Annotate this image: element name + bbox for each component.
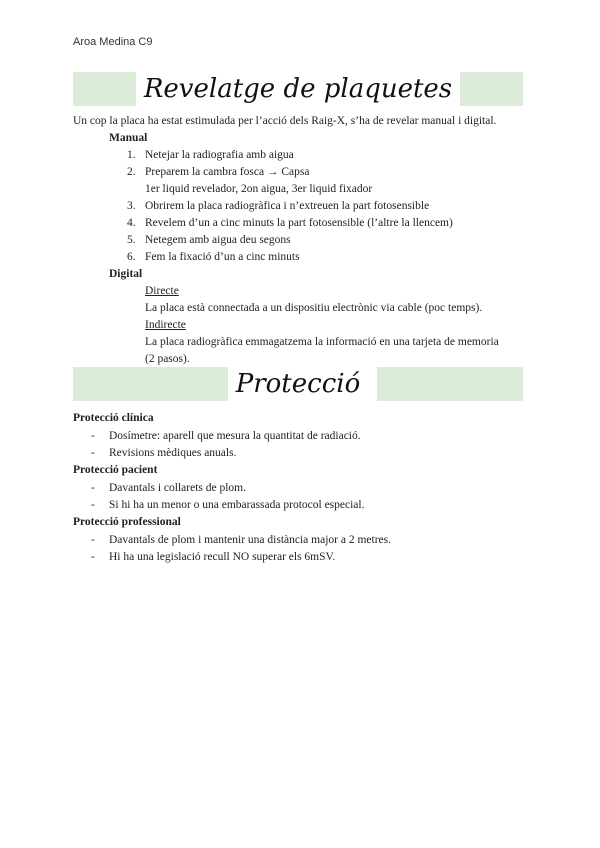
step-number: 4. [127,217,136,229]
step-number: 2. [127,166,136,178]
direct-label: Directe [145,285,179,297]
list-item: Davantals de plom i mantenir una distància major a 2 metres. [109,534,391,546]
list-item: Davantals i collarets de plom. [109,482,247,494]
list-item: Revisions mèdiques anuals. [109,447,237,459]
author-name: Aroa Medina C9 [73,36,153,48]
group-heading: Protecció pacient [73,464,158,476]
list-item: Dosímetre: aparell que mesura la quantitat de radiació. [109,430,361,442]
section-title: Revelatge de plaquetes [136,72,460,106]
indirect-label: Indirecte [145,319,186,331]
indirect-text: La placa radiogràfica emmagatzema la informació en una tarjeta de memoria [145,336,499,348]
digital-heading: Digital [109,268,143,280]
section-title-band [73,72,523,106]
indirect-text-cont: (2 pasos). [145,353,190,365]
bullet-dash: - [91,534,95,546]
intro-paragraph: Un cop la placa ha estat estimulada per l’acció dels Raig-X, s’ha de revelar manual i digital. [73,115,497,127]
step-text: Obrirem la placa radiogràfica i n’extreuen la part fotosensible [145,200,430,212]
direct-text: La placa està connectada a un dispositiu electrònic via cable (poc temps). [145,302,483,314]
bullet-dash: - [91,551,95,563]
step-number: 6. [127,251,136,263]
step-text: Netejar la radiografia amb aigua [145,149,294,161]
manual-heading: Manual [109,132,148,144]
step-text: Preparem la cambra fosca → Capsa [145,166,310,178]
step-subtext: 1er liquid revelador, 2on aigua, 3er liquid fixador [145,183,373,195]
group-heading: Protecció clínica [73,412,154,424]
section-title: Protecció [228,367,369,401]
bullet-dash: - [91,430,95,442]
group-heading: Protecció professional [73,516,181,528]
bullet-dash: - [91,499,95,511]
section-title-band [73,367,523,401]
step-text: Fem la fixació d’un a cinc minuts [145,251,300,263]
list-item: Si hi ha un menor o una embarassada protocol especial. [109,499,365,511]
step-text: Revelem d’un a cinc minuts la part fotosensible (l’altre la llencem) [145,217,453,229]
step-number: 5. [127,234,136,246]
bullet-dash: - [91,447,95,459]
title-highlight-right [377,367,523,401]
step-number: 1. [127,149,136,161]
step-text: Netegem amb aigua deu segons [145,234,291,246]
bullet-dash: - [91,482,95,494]
list-item: Hi ha una legislació recull NO superar els 6mSV. [109,551,336,563]
step-number: 3. [127,200,136,212]
